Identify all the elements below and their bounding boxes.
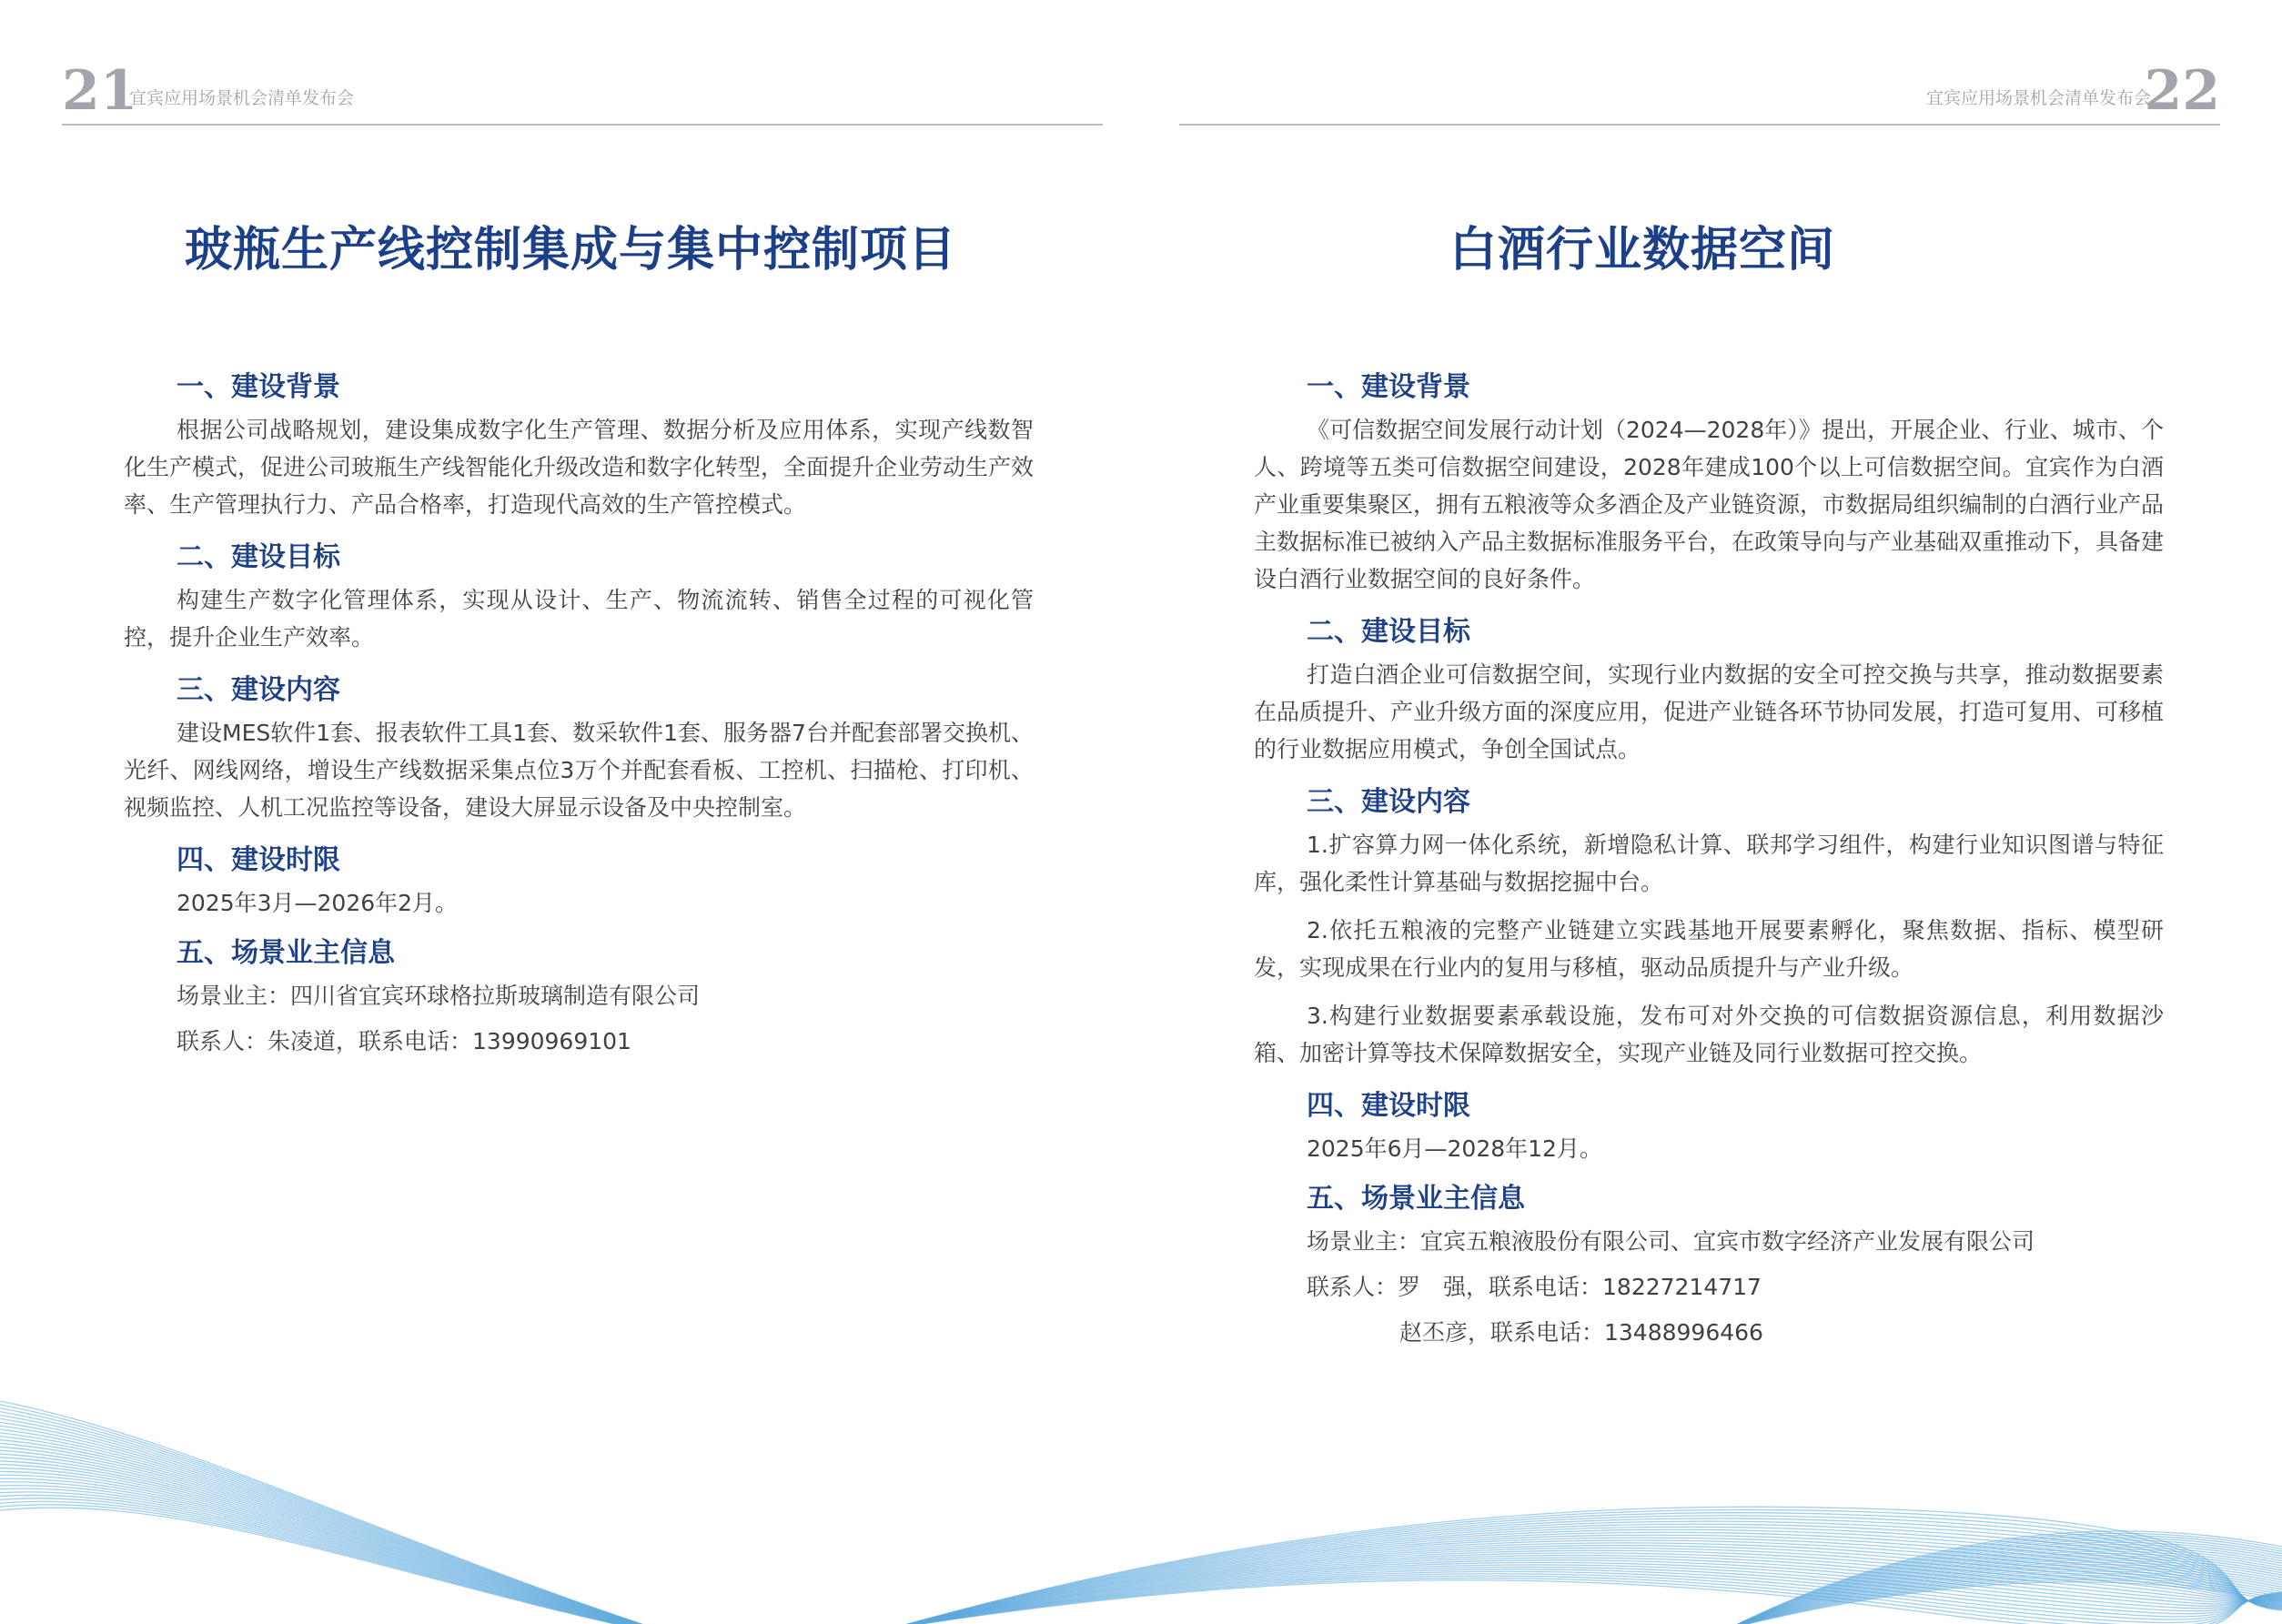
section-heading-content: 三、建设内容 xyxy=(1307,786,1470,818)
section-heading-goal: 二、建设目标 xyxy=(177,541,340,573)
content-item-2: 2.依托五粮液的完整产业链建立实践基地开展要素孵化，聚焦数据、指标、模型研发，实现成果在行业内的复用与移植，驱动品质提升与产业升级。 xyxy=(1254,917,2164,981)
section-text-goal: 构建生产数字化管理体系，实现从设计、生产、物流流转、销售全过程的可视化管控，提升企业生产效率。 xyxy=(124,587,1034,651)
section-heading-timeline: 四、建设时限 xyxy=(1307,1090,1470,1122)
page-header-left xyxy=(62,56,1103,126)
contact-info: 联系人：朱凌道，联系电话：13990969101 xyxy=(177,1028,631,1054)
header-divider xyxy=(62,124,1103,126)
section-text-content: 建设MES软件1套、报表软件工具1套、数采软件1套、服务器7台并配套部署交换机、光纤、网线网络，增设生产线数据采集点位3万个并配套看板、工控机、扫描枪、打印机、视频监控、人机工况监控等设备，建设大屏显示设备及中央控制室。 xyxy=(124,720,1034,821)
page-number: 22 xyxy=(2144,59,2220,123)
contact-info-1: 联系人：罗 强，联系电话：18227214717 xyxy=(1307,1274,1762,1300)
publication-title: 宜宾应用场景机会清单发布会 xyxy=(1925,88,2151,108)
header-divider xyxy=(1179,124,2220,126)
right-page xyxy=(1141,0,2282,1624)
page-header-right xyxy=(1179,56,2220,126)
section-heading-timeline: 四、建设时限 xyxy=(177,844,340,876)
section-text-background: 《可信数据空间发展行动计划（2024—2028年）》提出，开展企业、行业、城市、个人、跨境等五类可信数据空间建设，2028年建成100个以上可信数据空间。宜宾作为白酒产业重要集聚区，拥有五粮液等众多酒企及产业链资源，市数据局组织编制的白酒行业产品主数据标准已被纳入产品主数据标准服务平台，在政策导向与产业基础双重推动下，具备建设白酒行业数据空间的良好条件。 xyxy=(1254,417,2165,592)
content-item-3: 3.构建行业数据要素承载设施，发布可对外交换的可信数据资源信息，利用数据沙箱、加密计算等技术保障数据安全，实现产业链及同行业数据可控交换。 xyxy=(1254,1003,2164,1066)
section-heading-goal: 二、建设目标 xyxy=(1307,616,1470,648)
section-heading-background: 一、建设背景 xyxy=(1307,371,1470,403)
section-heading-content: 三、建设内容 xyxy=(177,674,340,706)
contact-info-2: 赵丕彦，联系电话：13488996466 xyxy=(1399,1319,1763,1346)
section-heading-owner: 五、场景业主信息 xyxy=(177,937,395,969)
section-heading-owner: 五、场景业主信息 xyxy=(1307,1183,1525,1215)
section-text-background: 根据公司战略规划，建设集成数字化生产管理、数据分析及应用体系，实现产线数智化生产模式，促进公司玻瓶生产线智能化升级改造和数字化转型，全面提升企业劳动生产效率、生产管理执行力、产品合格率，打造现代高效的生产管控模式。 xyxy=(124,417,1035,518)
project-title: 玻瓶生产线控制集成与集中控制项目 xyxy=(184,223,956,277)
content-item-1: 1.扩容算力网一体化系统，新增隐私计算、联邦学习组件，构建行业知识图谱与特征库，强化柔性计算基础与数据挖掘中台。 xyxy=(1254,832,2164,895)
owner-info: 场景业主：四川省宜宾环球格拉斯玻璃制造有限公司 xyxy=(177,983,701,1009)
section-heading-background: 一、建设背景 xyxy=(177,371,340,403)
section-text-goal: 打造白酒企业可信数据空间，实现行业内数据的安全可控交换与共享，推动数据要素在品质提升、产业升级方面的深度应用，促进产业链各环节协同发展，打造可复用、可移植的行业数据应用模式，争创全国试点。 xyxy=(1254,661,2165,762)
publication-title: 宜宾应用场景机会清单发布会 xyxy=(129,88,355,108)
project-content xyxy=(124,364,1034,1068)
project-content xyxy=(1254,364,2164,1359)
owner-info: 场景业主：宜宾五粮液股份有限公司、宜宾市数字经济产业发展有限公司 xyxy=(1307,1228,2035,1255)
section-text-timeline: 2025年6月—2028年12月。 xyxy=(1307,1135,1602,1162)
section-text-timeline: 2025年3月—2026年2月。 xyxy=(177,890,459,916)
page-number: 21 xyxy=(62,59,138,123)
project-title: 白酒行业数据空间 xyxy=(1449,223,1835,277)
